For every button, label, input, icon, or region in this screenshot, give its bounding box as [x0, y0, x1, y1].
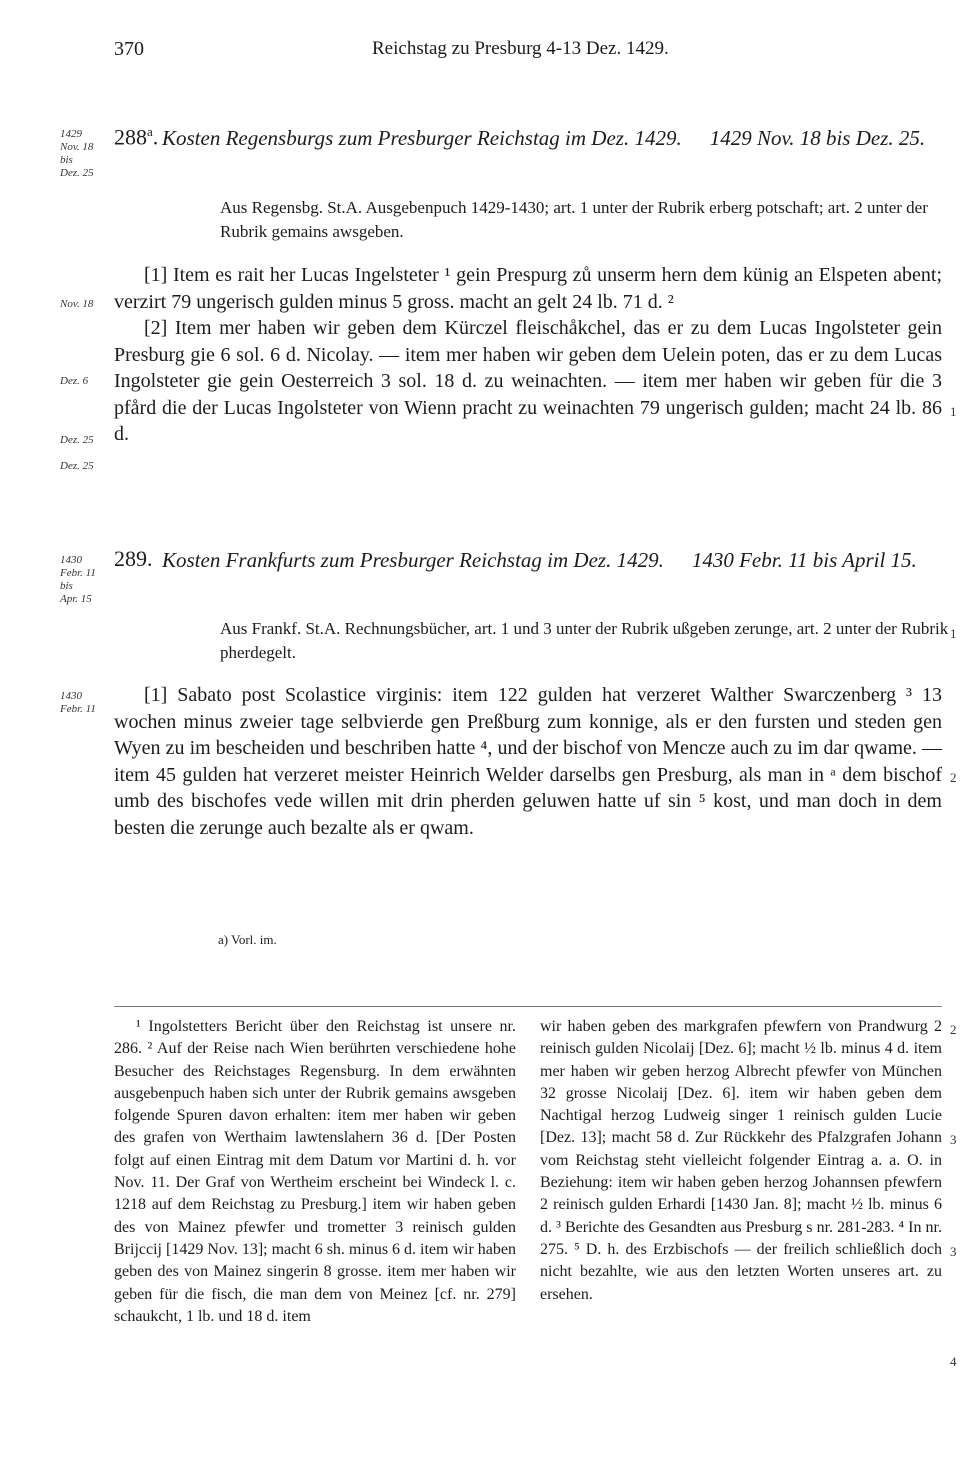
side-note-dez25-a: Dez. 25: [60, 434, 94, 446]
footnotes-left-column: ¹ Ingolstetters Bericht über den Reichstag ist unsere nr. 286. ² Auf der Reise nach Wien berührten verschiedene hohe Besucher des Reichstages Regensburg. In dem erwähnten ausgebenpuch haben sich unter der Rubrik gemains awsgeben folgende Spuren davon erhalten: item mer haben wir geben des grafen von Werthaim lawtenslahern 36 d. [Der Posten folgt auf einen Eintrag mit dem Datum vor Martini d. h. vor Nov. 11. Der Graf von Wertheim erscheint bei Windeck l. c. 1218 auf dem Reichstag zu Presburg.] item wir haben geben des von Mainez pfewfer und trometter 3 reinisch gulden Brijccij [1429 Nov. 13]; macht 6 sh. minus 6 d. item wir haben geben des von Mainez singerin 8 grosse. item mer haben wir geben für die fisch, die man dem von Meinez [cf. nr. 279] schaukcht, 1 lb. und 18 d. item: [114, 1018, 517, 1325]
document-title-289: Kosten Frankfurts zum Presburger Reichstag im Dez. 1429. 1430 Febr. 11 bis April 15.: [162, 548, 917, 572]
paragraph-288-1: [1] Item es rait her Lucas Ingelsteter ¹ gein Prespurg zů unserm hern dem künig an Elspeten abent; verzirt 79 ungerisch gulden minus 5 gross. macht an gelt 24 lb. 71 d. ²: [114, 264, 942, 313]
line-number: 3: [950, 1244, 957, 1259]
line-number: 4: [950, 1354, 957, 1369]
running-title: Reichstag zu Presburg 4-13 Dez. 1429.: [372, 38, 669, 59]
body-288: [114, 262, 942, 448]
document-title-288: Kosten Regensburgs zum Presburger Reichstag im Dez. 1429. 1429 Nov. 18 bis Dez. 25.: [162, 126, 926, 150]
document-number-289: 289.: [114, 546, 153, 571]
side-note-dez6: Dez. 6: [60, 375, 89, 387]
textual-note: a) Vorl. im.: [218, 932, 277, 947]
line-number: 1: [950, 404, 957, 419]
line-number: 3: [950, 1132, 957, 1147]
document-number-288: 288$^a$.: [114, 124, 159, 150]
paragraph-288-2: [2] Item mer haben wir geben dem Kürczel fleischåkchel, das er zu dem Lucas Ingolsteter gein Presburg gie 6 sol. 6 d. Nicolay. — item mer haben wir geben dem Uelein poten, das er zu dem Lucas Ingolsteter gie gein Oesterreich 3 sol. 18 d. zu weinachten. — item mer haben wir geben für die 3 pfård die der Lucas Ingolsteter von Wienn pracht zu weinachten 79 ungerisch gulden; macht 24 lb. 86 d.: [114, 317, 942, 445]
line-number: 2: [950, 770, 957, 785]
page-number: 370: [114, 38, 144, 60]
side-note-dez25-b: Dez. 25: [60, 460, 94, 472]
margin-date-289: 1430 Febr. 11 bis Apr. 15: [60, 554, 96, 605]
paragraph-289-1: [1] Sabato post Scolastice virginis: item 122 gulden hat verzeret Walther Swarczenberg ³ 13 wochen minus zweier tage selbvierde gen Preßburg zum konnige, als er den fursten und steden gen Wyen zu im bescheiden und beschriben hatte ⁴, und der bischof von Mencze auch zu im dar qwame. — item 45 gulden hat verzeret meister Heinrich Welder darselbs gen Presburg, als man in ᵃ dem bischof umb des bischofes vede willen mit drin pherden geluwen hatte uf sin ⁵ kost, und man doch in dem besten die zerunge auch bezalte als er qwam.: [114, 684, 942, 839]
footnote-divider: [114, 1006, 942, 1007]
body-289: [114, 682, 942, 841]
source-note-289: Aus Frankf. St.A. Rechnungsbücher, art. 1 und 3 unter der Rubrik ußgeben zerunge, art. 2 unter der Rubrik pherdegelt.: [220, 619, 949, 662]
side-note-nov18: Nov. 18: [60, 298, 94, 310]
line-number: 1: [950, 626, 957, 641]
margin-date-288: 1429 Nov. 18 bis Dez. 25: [60, 128, 94, 179]
source-note-288: Aus Regensbg. St.A. Ausgebenpuch 1429-1430; art. 1 unter der Rubrik erberg potschaft; art. 2 unter der Rubrik gemains awsgeben.: [220, 198, 928, 241]
footnotes-right-column: wir haben geben des markgrafen pfewfern von Prandwurg 2 reinisch gulden Nicolaij [Dez. 6]; macht ½ lb. minus 4 d. item mer haben wir geben herzog Albrecht pfewfer von München 32 grosse Nicolaij [Dez. 6]. item wir haben geben dem Nachtigal herzog Ludweig singer 1 reinisch gulden Lucie [Dez. 13]; macht 58 d. Zur Rückkehr des Pfalzgrafen Johann vom Reichstag steht vielleicht folgender Eintrag a. a. O. in Beziehung: item wir haben geben herzog Johannsen pfewfern 2 reinisch gulden Erhardi [1430 Jan. 8]; macht ½ lb. minus 6 d. ³ Berichte des Gesandten aus Presburg s nr. 281-283. ⁴ In nr. 275. ⁵ D. h. des Erzbischofs — der freilich schließlich doch nicht bezahlte, wie aus den letzten Worten unseres art. zu ersehen.: [540, 1018, 942, 1303]
margin-date-289-para: 1430 Febr. 11: [60, 690, 96, 715]
line-number: 2: [950, 1022, 957, 1037]
